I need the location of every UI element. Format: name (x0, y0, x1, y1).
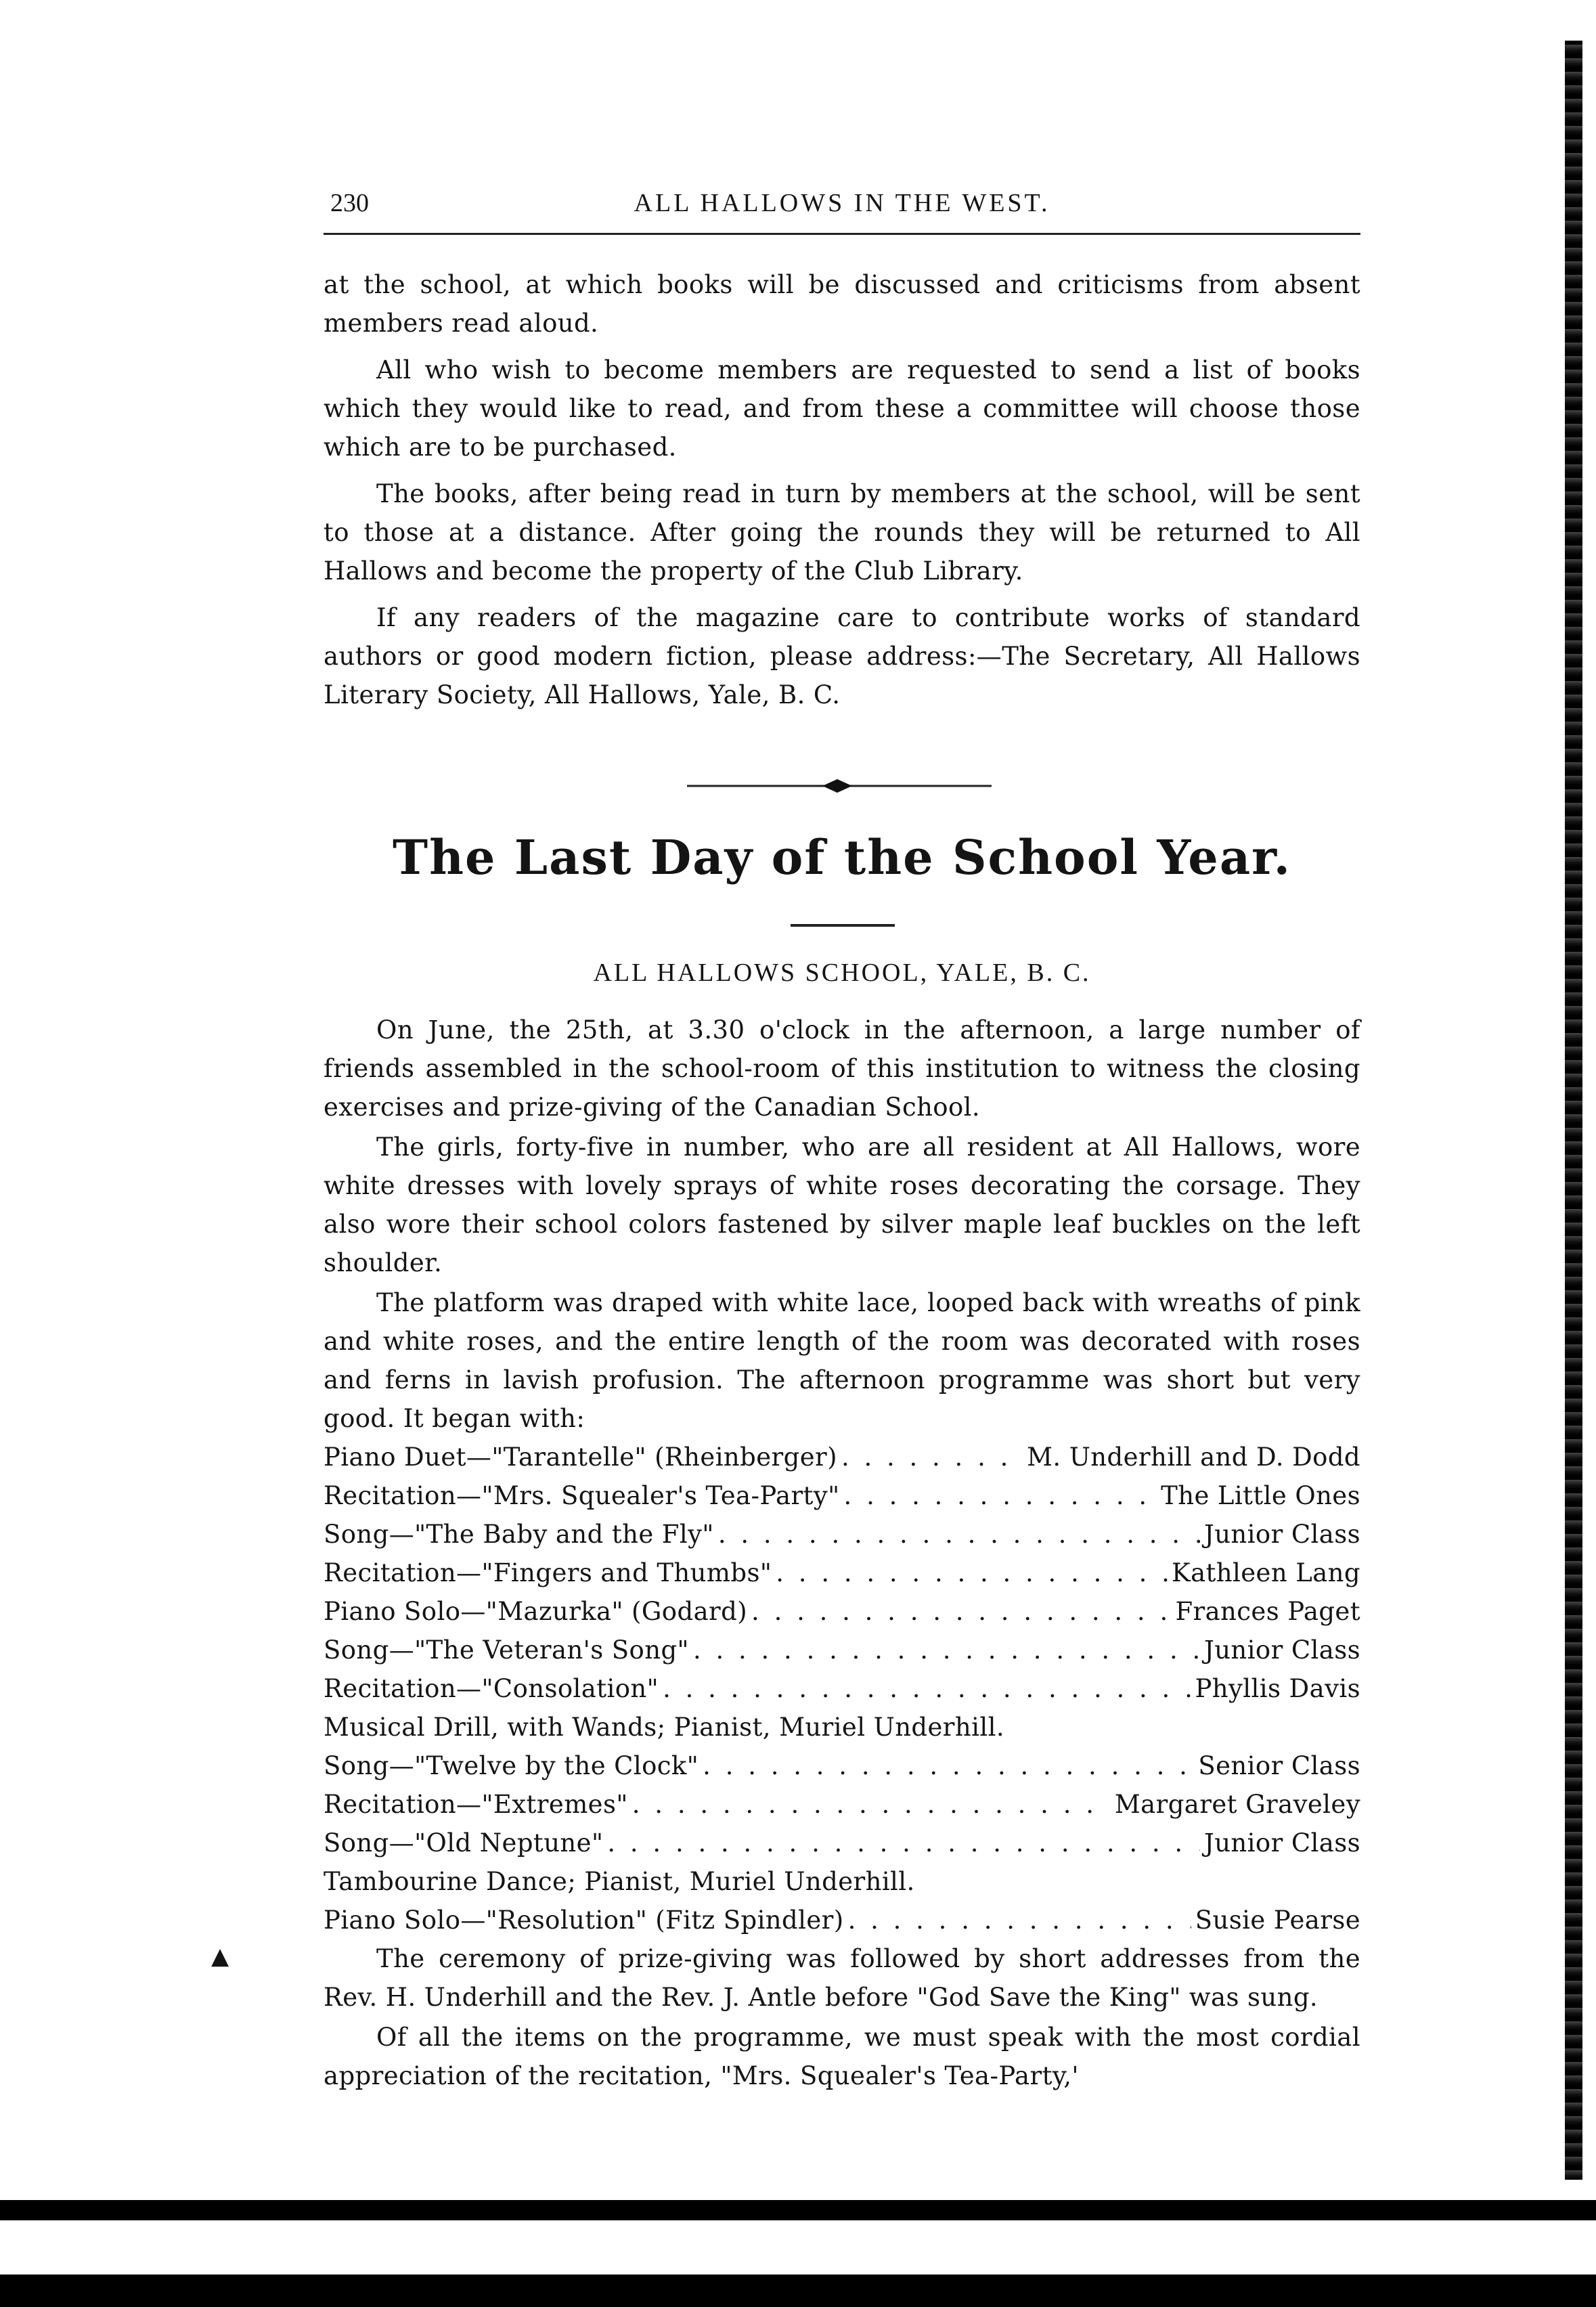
dot-leader (751, 1592, 1171, 1631)
programme-piece: Piano Solo—"Resolution" (Fitz Spindler) (324, 1906, 844, 1935)
programme-performer: The Little Ones (1161, 1481, 1360, 1510)
programme-item (324, 1554, 1360, 1592)
programme-item (324, 1476, 1360, 1515)
dot-leader (776, 1554, 1168, 1592)
dot-leader (848, 1901, 1191, 1939)
programme-item (324, 1746, 1360, 1785)
article-paragraph: The girls, forty-five in number, who are all resident at All Hallows, wore white dresses with lovely sprays of white roses decorating the corsage. They also wore their school colors fastened by silver maple leaf buckles on the left shoulder. (324, 1133, 1360, 1277)
programme-performer: Phyllis Davis (1195, 1674, 1360, 1703)
programme-item (324, 1708, 1360, 1746)
programme-performer: Susie Pearse (1195, 1906, 1360, 1935)
page-number: 230 (330, 189, 369, 217)
article-subheading: ALL HALLOWS SCHOOL, YALE, B. C. (593, 959, 1091, 987)
programme-list (324, 1438, 1360, 1939)
programme-piece: Song—"The Baby and the Fly" (324, 1520, 714, 1549)
article-paragraph: The ceremony of prize-giving was followed by short addresses from the Rev. H. Underhill and the Rev. J. Antle before "God Save the King" was sung. (324, 1944, 1360, 2012)
programme-piece: Song—"The Veteran's Song" (324, 1635, 689, 1665)
dot-leader (703, 1746, 1194, 1785)
programme-item (324, 1592, 1360, 1631)
programme-item (324, 1862, 1360, 1901)
programme-item (324, 1785, 1360, 1824)
intro-section (324, 265, 1360, 714)
dot-leader (607, 1824, 1200, 1862)
page-header (324, 188, 1360, 229)
dot-leader (663, 1669, 1191, 1708)
programme-performer: Junior Class (1203, 1828, 1360, 1858)
programme-item (324, 1669, 1360, 1708)
programme-piece: Song—"Old Neptune" (324, 1828, 604, 1858)
article-body (324, 1011, 1360, 2095)
dot-leader (632, 1785, 1111, 1824)
programme-performer: Senior Class (1198, 1751, 1360, 1780)
scan-edge-bar (0, 2200, 1596, 2220)
programme-performer: Junior Class (1203, 1520, 1360, 1549)
programme-item (324, 1901, 1360, 1939)
programme-piece: Musical Drill, with Wands; Pianist, Muriel Underhill. (324, 1713, 1004, 1742)
dot-leader (718, 1515, 1200, 1554)
intro-paragraph: The books, after being read in turn by members at the school, will be sent to those at a distance. After going the rounds they will be returned to All Hallows and become the property of the Club Library. (324, 479, 1360, 586)
scan-edge-bar (0, 2275, 1596, 2307)
programme-piece: Recitation—"Extremes" (324, 1790, 628, 1819)
programme-piece: Piano Solo—"Mazurka" (Godard) (324, 1597, 748, 1626)
programme-item (324, 1438, 1360, 1476)
programme-performer: Margaret Graveley (1114, 1790, 1360, 1819)
programme-item (324, 1515, 1360, 1554)
title-rule (791, 924, 895, 927)
programme-piece: Recitation—"Fingers and Thumbs" (324, 1558, 772, 1587)
section-divider-ornament (687, 778, 992, 793)
programme-item (324, 1824, 1360, 1862)
intro-paragraph: All who wish to become members are requested to send a list of books which they would like to read, and from these a committee will choose those which are to be purchased. (324, 355, 1360, 462)
dot-leader (693, 1631, 1200, 1669)
article-paragraph: Of all the items on the programme, we must speak with the most cordial appreciation of the recitation, "Mrs. Squealer's Tea-Party,' (324, 2023, 1360, 2090)
header-rule (324, 233, 1360, 235)
margin-mark-icon: ▲ (211, 1943, 229, 1970)
programme-performer: Kathleen Lang (1172, 1558, 1360, 1587)
article-paragraph: The platform was draped with white lace, looped back with wreaths of pink and white roses, and the entire length of the room was decorated with roses and ferns in lavish profusion. The afternoon programme was short but very good. It began with: (324, 1288, 1360, 1433)
article-title: The Last Day of the School Year. (393, 829, 1291, 885)
programme-item (324, 1631, 1360, 1669)
intro-paragraph: at the school, at which books will be discussed and criticisms from absent members read aloud. (324, 270, 1360, 338)
page-edge-shadow (1565, 41, 1582, 2180)
programme-piece: Piano Duet—"Tarantelle" (Rheinberger) (324, 1443, 837, 1472)
programme-piece: Recitation—"Consolation" (324, 1674, 659, 1703)
intro-paragraph: If any readers of the magazine care to contribute works of standard authors or good modern fiction, please address:—The Secretary, All Hallows Literary Society, All Hallows, Yale, B. C. (324, 603, 1360, 709)
running-title: ALL HALLOWS IN THE WEST. (634, 189, 1050, 217)
programme-performer: M. Underhill and D. Dodd (1027, 1443, 1360, 1472)
programme-piece: Recitation—"Mrs. Squealer's Tea-Party" (324, 1481, 840, 1510)
programme-piece: Tambourine Dance; Pianist, Muriel Underhill. (324, 1867, 915, 1896)
programme-performer: Frances Paget (1175, 1597, 1360, 1626)
article-paragraph: On June, the 25th, at 3.30 o'clock in the afternoon, a large number of friends assembled in the school-room of this institution to witness the closing exercises and prize-giving of the Canadian School. (324, 1015, 1360, 1122)
programme-performer: Junior Class (1203, 1635, 1360, 1665)
dot-leader (844, 1476, 1157, 1515)
programme-piece: Song—"Twelve by the Clock" (324, 1751, 699, 1780)
dot-leader (841, 1438, 1023, 1476)
